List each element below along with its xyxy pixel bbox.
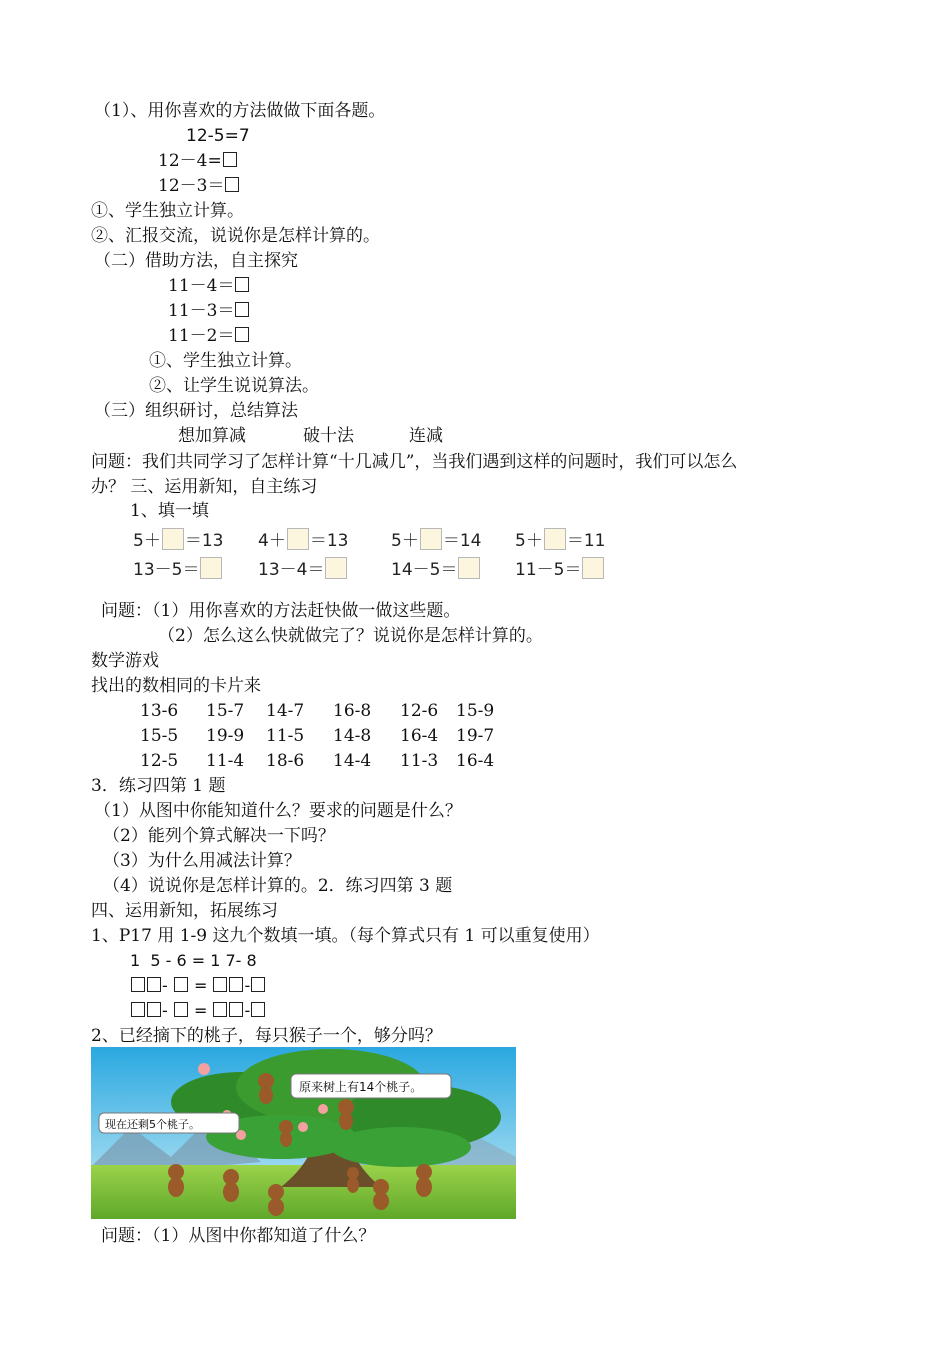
peach [198,1063,210,1075]
section1-eq3-row [158,175,240,197]
answer-box [223,152,237,167]
section3-question-line1: 问题：我们共同学习了怎样计算“十几减几”，当我们遇到这样的问题时，我们可以怎么 [91,452,738,472]
section1-title: （1）、用你喜欢的方法做做下面各题。 [94,101,386,121]
fill-eq: 11－5＝ [515,557,605,583]
card-expression: 12-6 [400,701,439,721]
card-expression: 19-9 [206,726,245,746]
peach [318,1104,328,1114]
section1-eq2: 12－4= [158,151,222,171]
fill-eq: 4＋ ＝13 [258,528,348,554]
answer-box [213,977,227,992]
fill-box[interactable] [287,528,309,550]
card-expression: 12-5 [140,751,179,771]
puzzle-line-2: - = - [130,975,266,997]
answer-box [174,977,188,992]
section1-eq3: 12－3＝ [158,176,225,196]
fill-box[interactable] [200,557,222,579]
answer-box [235,277,249,292]
section2-eq2: 11－3＝ [168,301,235,321]
practice4-q2: （2）能列个算式解决一下吗？ [103,826,335,846]
section1-step2: ②、汇报交流，说说你是怎样计算的。 [91,226,380,246]
section2-step1: ①、学生独立计算。 [149,351,302,371]
section3-title: （三）组织研讨，总结算法 [94,401,298,421]
section1-step1: ①、学生独立计算。 [91,201,244,221]
answer-box [251,1002,265,1017]
answer-box [251,977,265,992]
game-title: 数学游戏 [91,651,159,671]
fill-box[interactable] [582,557,604,579]
fill-box[interactable] [325,557,347,579]
card-expression: 11-4 [206,751,245,771]
section4-task1: 1、P17 用 1-9 这九个数填一填。（每个算式只有 1 可以重复使用） [91,926,600,946]
card-expression: 16-4 [456,751,495,771]
fill-question-1: 问题：（1）用你喜欢的方法赶快做一做这些题。 [101,601,461,621]
answer-box [174,1002,188,1017]
peach [298,1122,308,1132]
puzzle-line-1: 1 5 - 6 = 1 7- 8 [130,951,257,970]
fill-box[interactable] [458,557,480,579]
practice4-q1: （1）从图中你能知道什么？要求的问题是什么？ [94,801,462,821]
section2-eq1: 11－4＝ [168,276,235,296]
fill-row-2 [133,557,633,585]
fill-eq: 13－5＝ [133,557,223,583]
fill-row-1 [133,528,633,556]
practice4-title: 3．练习四第 1 题 [91,776,226,796]
card-expression: 15-7 [206,701,245,721]
answer-box [235,302,249,317]
card-expression: 16-4 [400,726,439,746]
card-expression: 18-6 [266,751,305,771]
card-expression: 19-7 [456,726,495,746]
answer-box [131,977,145,992]
puzzle-line-3: - = - [130,1000,266,1022]
section2-title: （二）借助方法，自主探究 [94,251,298,271]
section1-eq2-row [158,150,238,172]
fill-eq: 5＋ ＝13 [133,528,223,554]
game-subtitle: 找出的数相同的卡片来 [91,676,261,696]
tree-foliage [331,1127,471,1167]
fill-box[interactable] [162,528,184,550]
answer-box [235,327,249,342]
answer-box [147,1002,161,1017]
answer-box [147,977,161,992]
fill-box[interactable] [544,528,566,550]
section2-eq3: 11－2＝ [168,326,235,346]
monkey-tree-illustration [91,1047,516,1219]
fill-eq: 13－4＝ [258,557,348,583]
method-1: 想加算减 [178,426,246,446]
answer-box [225,177,239,192]
tree-scene-svg [91,1047,516,1219]
fill-eq: 5＋ ＝11 [515,528,605,554]
card-expression: 15-5 [140,726,179,746]
card-expression: 16-8 [333,701,372,721]
section1-eq1: 12-5=7 [186,126,250,146]
answer-box [131,1002,145,1017]
answer-box [213,1002,227,1017]
card-expression: 11-3 [400,751,439,771]
practice4-q3: （3）为什么用减法计算？ [103,851,301,871]
method-3: 连减 [409,426,443,446]
method-2: 破十法 [303,426,354,446]
fill-eq: 5＋ ＝14 [391,528,481,554]
fill-box[interactable] [420,528,442,550]
card-expression: 14-7 [266,701,305,721]
bubble-text-1: 原来树上有14个桃子。 [299,1080,423,1094]
section2-step2: ②、让学生说说算法。 [149,376,319,396]
section2-eq2-row [168,300,250,322]
answer-box [229,977,243,992]
card-expression: 15-9 [456,701,495,721]
section3-question-line2: 办？ 三、运用新知，自主练习 [91,477,318,497]
fill-exercise-title: 1、填一填 [130,501,209,521]
fill-question-2: （2）怎么这么快就做完了？说说你是怎样计算的。 [158,626,543,646]
practice4-q4: （4）说说你是怎样计算的。2．练习四第 3 题 [103,876,453,896]
section2-eq1-row [168,275,250,297]
section4-task2: 2、已经摘下的桃子，每只猴子一个，够分吗？ [91,1026,442,1046]
final-question: 问题：（1）从图中你都知道了什么？ [101,1226,376,1246]
section4-title: 四、运用新知，拓展练习 [91,901,278,921]
section2-eq3-row [168,325,250,347]
card-expression: 14-8 [333,726,372,746]
card-expression: 14-4 [333,751,372,771]
answer-box [229,1002,243,1017]
bubble-text-2: 现在还剩5个桃子。 [105,1118,200,1131]
fill-eq: 14－5＝ [391,557,481,583]
card-expression: 13-6 [140,701,179,721]
card-expression: 11-5 [266,726,305,746]
